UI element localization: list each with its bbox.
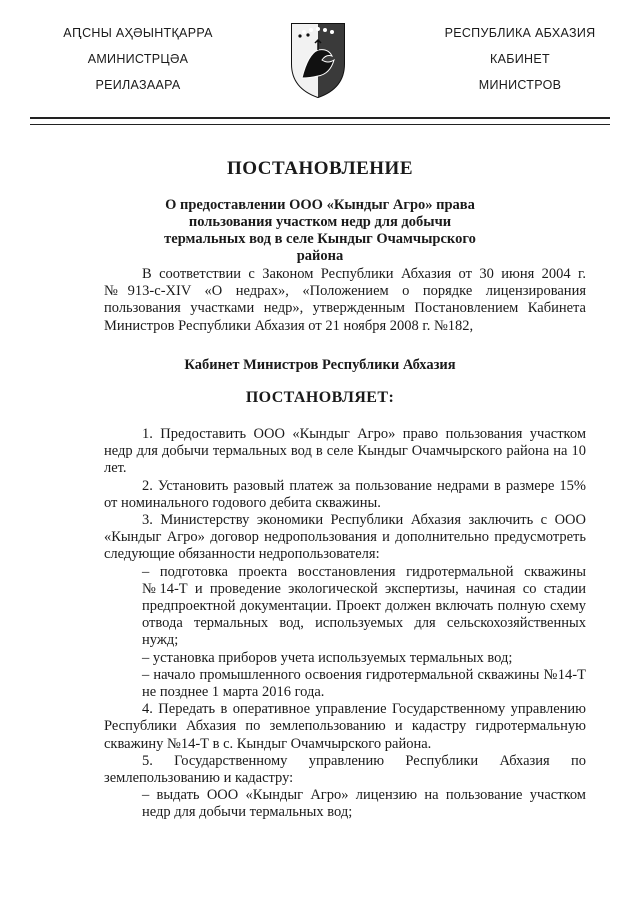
item-3-sub-2: – установка приборов учета используемых термальных вод; [142,649,513,666]
header-right-line-1: РЕСПУБЛИКА АБХАЗИЯ [444,26,596,40]
header-divider-thick [30,117,610,119]
header-left-block [28,24,248,102]
preamble-text: В соответствии с Законом Республики Абхазия от 30 июня 2004 г. №913-с-XIV «О недрах», «Положением о порядке лицензирования пользования участками недр», утвержденным Постановлением Кабинета Министров Республики Абхазия от 21 ноября 2008 г. №182, [104,266,586,334]
header-right-line-2: КАБИНЕТ [490,52,550,66]
header-right-block [420,24,620,102]
decree-items [104,426,586,822]
item-3: 3. Министерству экономики Республики Абхазия заключить с ООО «Кындыг Агро» договор недропользования и дополнительно предусмотреть следующие обязанности недропользователя: [104,512,586,563]
item-3-sub-3: – начало промышленного освоения гидротермальной скважины №14-Т не позднее 1 марта 2016 года. [142,666,586,701]
item-4: 4. Передать в оперативное управление Государственному управлению Республики Абхазия по землепользованию и кадастру гидротермальную скважину №14-Т в с. Кындыг Очамчырского района. [104,701,586,752]
header-left-line-2: АМИНИСТРЦӘА [87,52,189,66]
coat-of-arms-emblem [288,20,348,100]
header-divider-thin [30,124,610,125]
item-5-sub-1: – выдать ООО «Кындыг Агро» лицензию на пользование участком недр для добычи термальных вод; [142,787,586,821]
issuer-heading: Кабинет Министров Республики Абхазия [184,357,456,373]
decree-heading: ПОСТАНОВЛЯЕТ: [245,389,395,406]
header-right-line-3: МИНИСТРОВ [478,78,562,92]
header-left-line-3: РЕИЛАЗААРА [95,78,181,92]
item-3-sub-1: – подготовка проекта восстановления гидротермальной скважины №14-Т и проведение экологической экспертизы, начиная со стадии предпроектной документации. Проект должен включать полную схему отвода термальных вод, используемых для сельскохозяйственных нужд; [142,563,586,649]
header-left-line-1: АԤСНЫ АҲӘЫНТҚАРРА [63,26,213,40]
document-subject: О предоставлении ООО «Кындыг Агро» права пользования участком недр для добычи термальных вод в селе Кындыг Очамчырского района [164,197,476,264]
preamble-section [104,266,586,335]
item-1: 1. Предоставить ООО «Кындыг Агро» право пользования участком недр для добычи термальных вод в селе Кындыг Очамчырского района на 10 лет. [104,426,586,477]
document-title: ПОСТАНОВЛЕНИЕ [226,158,414,179]
item-2: 2. Установить разовый платеж за пользование недрами в размере 15% от номинального годового дебита скважины. [104,477,586,511]
item-5: 5. Государственному управлению Республики Абхазия по землепользованию и кадастру: [104,752,586,787]
